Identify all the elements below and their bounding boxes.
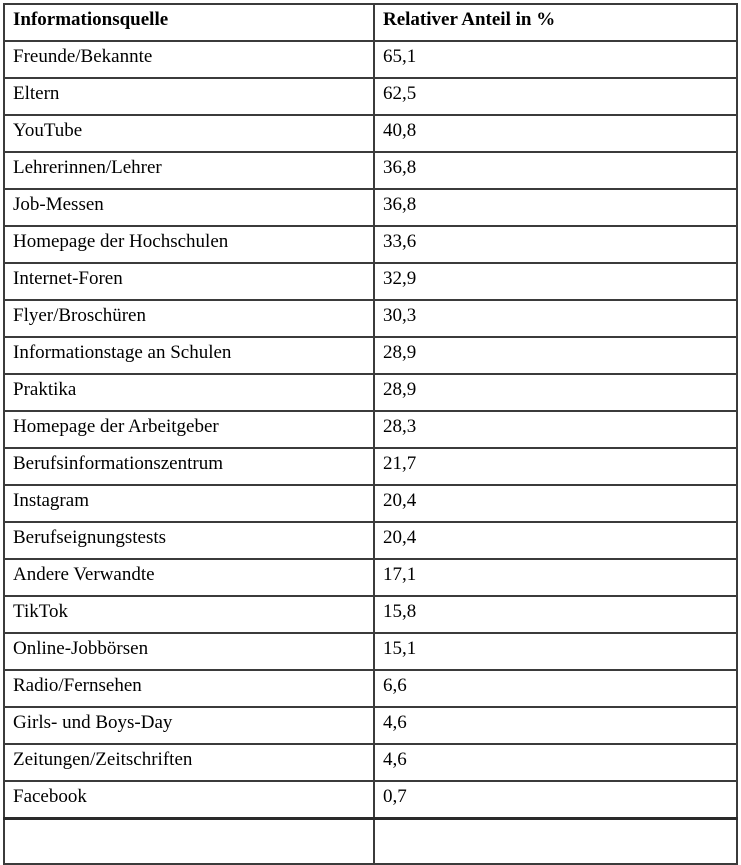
value-cell: 4,6 xyxy=(374,744,737,781)
source-cell: Homepage der Arbeitgeber xyxy=(4,411,374,448)
value-cell: 36,8 xyxy=(374,189,737,226)
value-cell: 15,8 xyxy=(374,596,737,633)
value-cell: 32,9 xyxy=(374,263,737,300)
table-row xyxy=(4,744,737,781)
source-cell: Online-Jobbörsen xyxy=(4,633,374,670)
table-row xyxy=(4,522,737,559)
value-cell: 20,4 xyxy=(374,522,737,559)
value-cell: 20,4 xyxy=(374,485,737,522)
table-row xyxy=(4,781,737,819)
source-cell: YouTube xyxy=(4,115,374,152)
table-row xyxy=(4,152,737,189)
value-cell: 28,9 xyxy=(374,337,737,374)
value-cell: 28,3 xyxy=(374,411,737,448)
table-row xyxy=(4,448,737,485)
source-cell: Berufseignungstests xyxy=(4,522,374,559)
table-row xyxy=(4,707,737,744)
table-row xyxy=(4,559,737,596)
table-row xyxy=(4,337,737,374)
source-cell: Informationstage an Schulen xyxy=(4,337,374,374)
source-cell: Radio/Fernsehen xyxy=(4,670,374,707)
source-cell: Lehrerinnen/Lehrer xyxy=(4,152,374,189)
value-cell: 30,3 xyxy=(374,300,737,337)
empty-cell xyxy=(4,819,374,865)
table-row xyxy=(4,226,737,263)
clipped-partial-row xyxy=(4,819,737,865)
source-cell: TikTok xyxy=(4,596,374,633)
source-cell: Praktika xyxy=(4,374,374,411)
value-cell: 6,6 xyxy=(374,670,737,707)
table-row xyxy=(4,633,737,670)
value-cell: 15,1 xyxy=(374,633,737,670)
source-cell: Homepage der Hochschulen xyxy=(4,226,374,263)
empty-cell xyxy=(374,819,737,865)
source-cell: Eltern xyxy=(4,78,374,115)
source-cell: Freunde/Bekannte xyxy=(4,41,374,78)
document-page xyxy=(0,3,741,808)
column-header-informationsquelle: Informationsquelle xyxy=(4,4,374,41)
source-cell: Berufsinformationszentrum xyxy=(4,448,374,485)
table-row xyxy=(4,78,737,115)
information-sources-table xyxy=(3,3,738,865)
source-cell: Andere Verwandte xyxy=(4,559,374,596)
source-cell: Job-Messen xyxy=(4,189,374,226)
table-row xyxy=(4,374,737,411)
column-header-relativer-anteil: Relativer Anteil in % xyxy=(374,4,737,41)
source-cell: Flyer/Broschüren xyxy=(4,300,374,337)
value-cell: 0,7 xyxy=(374,781,737,819)
source-cell: Zeitungen/Zeitschriften xyxy=(4,744,374,781)
value-cell: 4,6 xyxy=(374,707,737,744)
value-cell: 65,1 xyxy=(374,41,737,78)
value-cell: 36,8 xyxy=(374,152,737,189)
value-cell: 33,6 xyxy=(374,226,737,263)
table-row xyxy=(4,411,737,448)
source-cell: Girls- und Boys-Day xyxy=(4,707,374,744)
table-row xyxy=(4,41,737,78)
table-row xyxy=(4,115,737,152)
value-cell: 21,7 xyxy=(374,448,737,485)
table-row xyxy=(4,300,737,337)
table-row xyxy=(4,596,737,633)
value-cell: 28,9 xyxy=(374,374,737,411)
table-row xyxy=(4,263,737,300)
source-cell: Internet-Foren xyxy=(4,263,374,300)
value-cell: 40,8 xyxy=(374,115,737,152)
table-row xyxy=(4,189,737,226)
table-body xyxy=(4,41,737,864)
value-cell: 62,5 xyxy=(374,78,737,115)
source-cell: Instagram xyxy=(4,485,374,522)
table-row xyxy=(4,670,737,707)
value-cell: 17,1 xyxy=(374,559,737,596)
table-row xyxy=(4,485,737,522)
source-cell: Facebook xyxy=(4,781,374,819)
header-row xyxy=(4,4,737,41)
